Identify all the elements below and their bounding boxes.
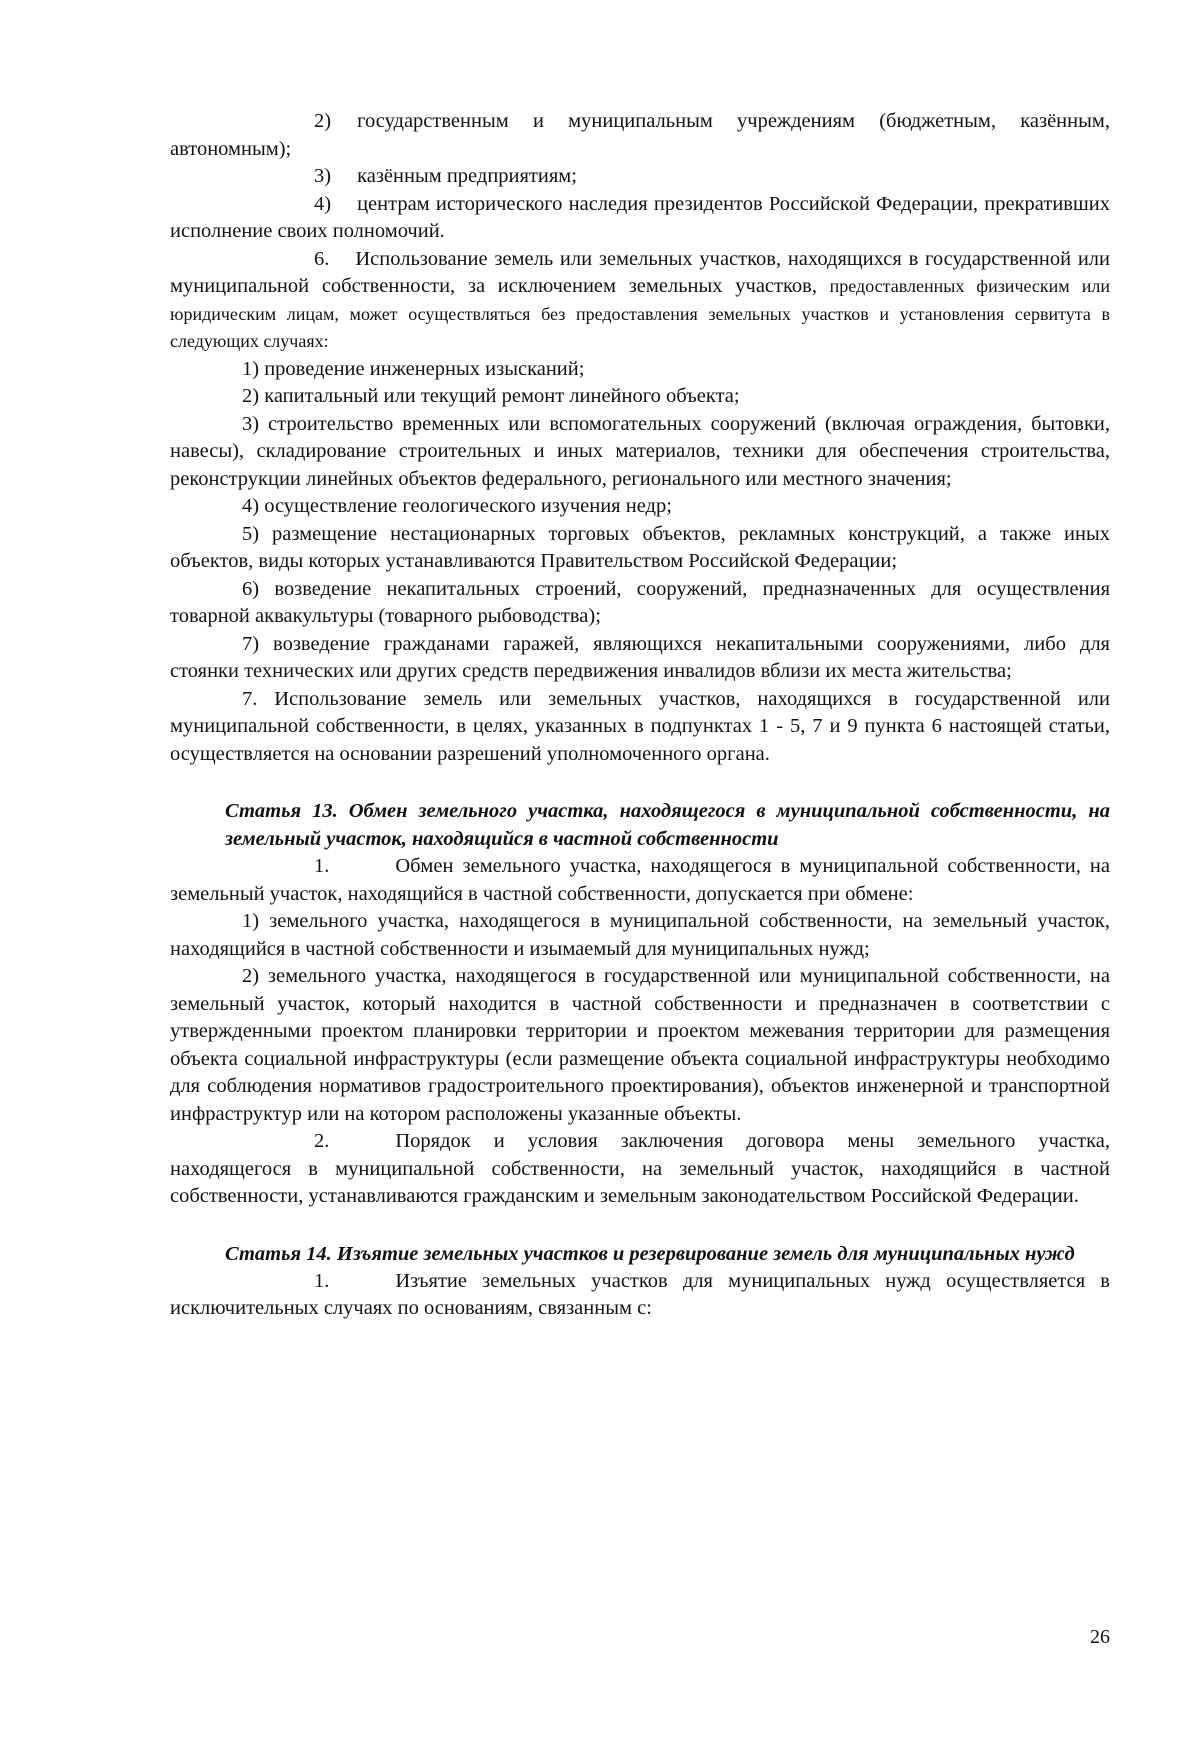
item-6-lead-text: Использование земель или земельных участков, находящихся в государственной или муниципальной собственности, за исключением земельных участков,	[170, 247, 1110, 297]
item-6-rest-text: предоставленных физическим или юридическим лицам, может осуществляться без предоставления земельных участков и установления сервитута в следующих случаях:	[170, 276, 1111, 351]
paragraph-item-6	[170, 246, 1110, 356]
list-item	[170, 191, 1110, 246]
item-number: 6.	[314, 247, 330, 270]
item-number: 2.	[314, 1130, 330, 1152]
article-13-paragraph-2	[170, 1128, 1110, 1211]
item-text: казённым предприятиям;	[357, 165, 577, 187]
document-page	[170, 108, 1110, 1323]
list-item: 1) проведение инженерных изысканий;	[242, 357, 585, 380]
list-item: 4) осуществление геологического изучения недр;	[242, 495, 672, 517]
list-item	[170, 108, 1110, 163]
item-number: 1.	[314, 855, 330, 877]
item-text: Обмен земельного участка, находящегося в муниципальной собственности, на земельный участок, находящийся в частной собственности, допускается при обмене:	[170, 855, 1110, 905]
item-text: государственным и муниципальным учреждениям (бюджетным, казённым, автономным);	[170, 110, 1110, 160]
list-item: 6) возведение некапитальных строений, сооружений, предназначенных для осуществления товарной аквакультуры (товарного рыбоводства);	[170, 577, 1110, 627]
list-item	[170, 163, 1110, 191]
list-item: 3) строительство временных или вспомогательных сооружений (включая ограждения, бытовки, навесы), складирование строительных и иных материалов, техники для обеспечения строительства, реконструкции линейных объектов федерального, регионального или местного значения;	[170, 412, 1110, 490]
item-text: центрам исторического наследия президентов Российской Федерации, прекративших исполнение своих полномочий.	[170, 192, 1110, 242]
article-13-paragraph-1	[170, 853, 1110, 908]
list-item: 5) размещение нестационарных торговых объектов, рекламных конструкций, а также иных объектов, виды которых устанавливаются Правительством Российской Федерации;	[170, 522, 1110, 572]
article-14-heading: Статья 14. Изъятие земельных участков и резервирование земель для муниципальных нужд	[225, 1242, 1075, 1265]
item-number: 3)	[314, 165, 332, 187]
item-text: Изъятие земельных участков для муниципальных нужд осуществляется в исключительных случаях по основаниям, связанным с:	[170, 1269, 1110, 1319]
page-number: 26	[1090, 1626, 1110, 1648]
paragraph-item-7: 7. Использование земель или земельных участков, находящихся в государственной или муниципальной собственности, в целях, указанных в подпунктах 1 - 5, 7 и 9 пункта 6 настоящей статьи, осуществляется на основании разрешений уполномоченного органа.	[170, 687, 1110, 765]
list-item: 2) капитальный или текущий ремонт линейного объекта;	[242, 385, 740, 407]
list-item: 7) возведение гражданами гаражей, являющихся некапитальными сооружениями, либо для стоянки технических или других средств передвижения инвалидов вблизи их места жительства;	[170, 632, 1110, 682]
list-item: 2) земельного участка, находящегося в государственной или муниципальной собственности, на земельный участок, который находится в частной собственности и предназначен в соответствии с утвержденными проектом планировки территории и проектом межевания территории для размещения объекта социальной инфраструктуры (если размещение объекта социальной инфраструктуры необходимо для соблюдения нормативов градостроительного проектирования), объектов инженерной и транспортной инфраструктур или на котором расположены указанные объекты.	[170, 965, 1110, 1125]
item-text: Порядок и условия заключения договора мены земельного участка, находящегося в муниципальной собственности, на земельный участок, находящийся в частной собственности, устанавливаются гражданским и земельным законодательством Российской Федерации.	[170, 1130, 1110, 1207]
item-number: 1.	[314, 1269, 330, 1292]
item-number: 4)	[314, 192, 332, 215]
article-13-heading: Статья 13. Обмен земельного участка, находящегося в муниципальной собственности, на земельный участок, находящийся в частной собственности	[225, 800, 1110, 850]
article-14-paragraph-1	[170, 1268, 1110, 1323]
item-number: 2)	[314, 110, 332, 132]
list-item: 1) земельного участка, находящегося в муниципальной собственности, на земельный участок, находящийся в частной собственности и изымаемый для муниципальных нужд;	[170, 910, 1110, 960]
